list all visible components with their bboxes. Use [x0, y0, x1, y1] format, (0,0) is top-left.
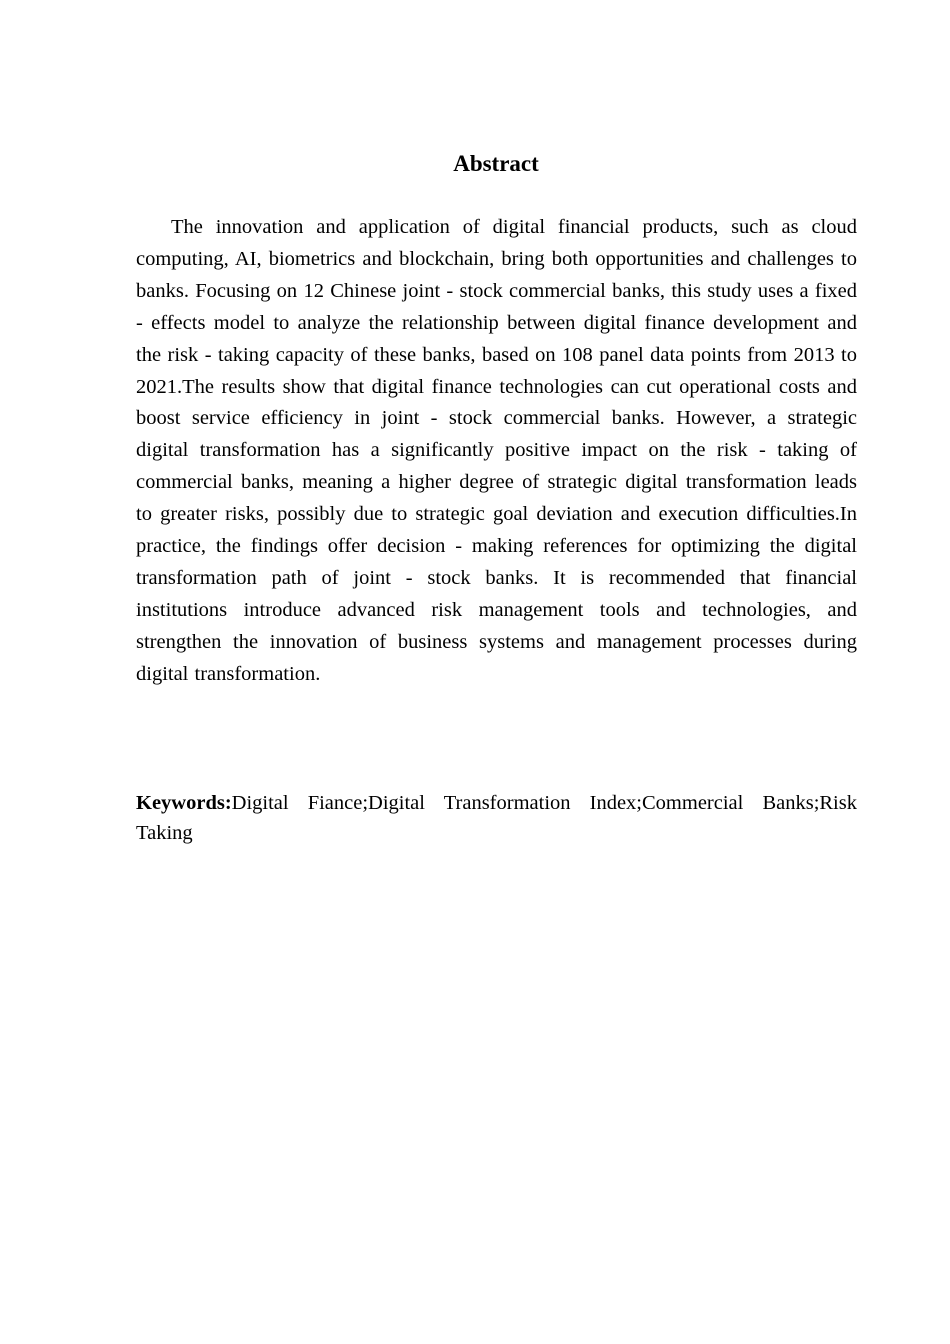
keywords-text: Digital Fiance;Digital Transformation Index;Commercial Banks;Risk Taking — [136, 792, 857, 844]
abstract-body: The innovation and application of digital financial products, such as cloud computing, AI, biometrics and blockchain, bring both opportunities and challenges to banks. Focusing on 12 Chinese joint - stock commercial banks, this study uses a fixed - effects model to analyze the relationship between digital finance development and the risk - taking capacity of these banks, based on 108 panel data points from 2013 to 2021.The results show that digital finance technologies can cut operational costs and boost service efficiency in joint - stock commercial banks. However, a strategic digital transformation has a significantly positive impact on the risk - taking of commercial banks, meaning a higher degree of strategic digital transformation leads to greater risks, possibly due to strategic goal deviation and execution difficulties.In practice, the findings offer decision - making references for optimizing the digital transformation path of joint - stock banks. It is recommended that financial institutions introduce advanced risk management tools and technologies, and strengthen the innovation of business systems and management processes during digital transformation. — [136, 216, 857, 685]
keywords-label: Keywords: — [136, 792, 232, 814]
keywords-line — [136, 788, 857, 848]
abstract-title: Abstract — [453, 151, 539, 176]
